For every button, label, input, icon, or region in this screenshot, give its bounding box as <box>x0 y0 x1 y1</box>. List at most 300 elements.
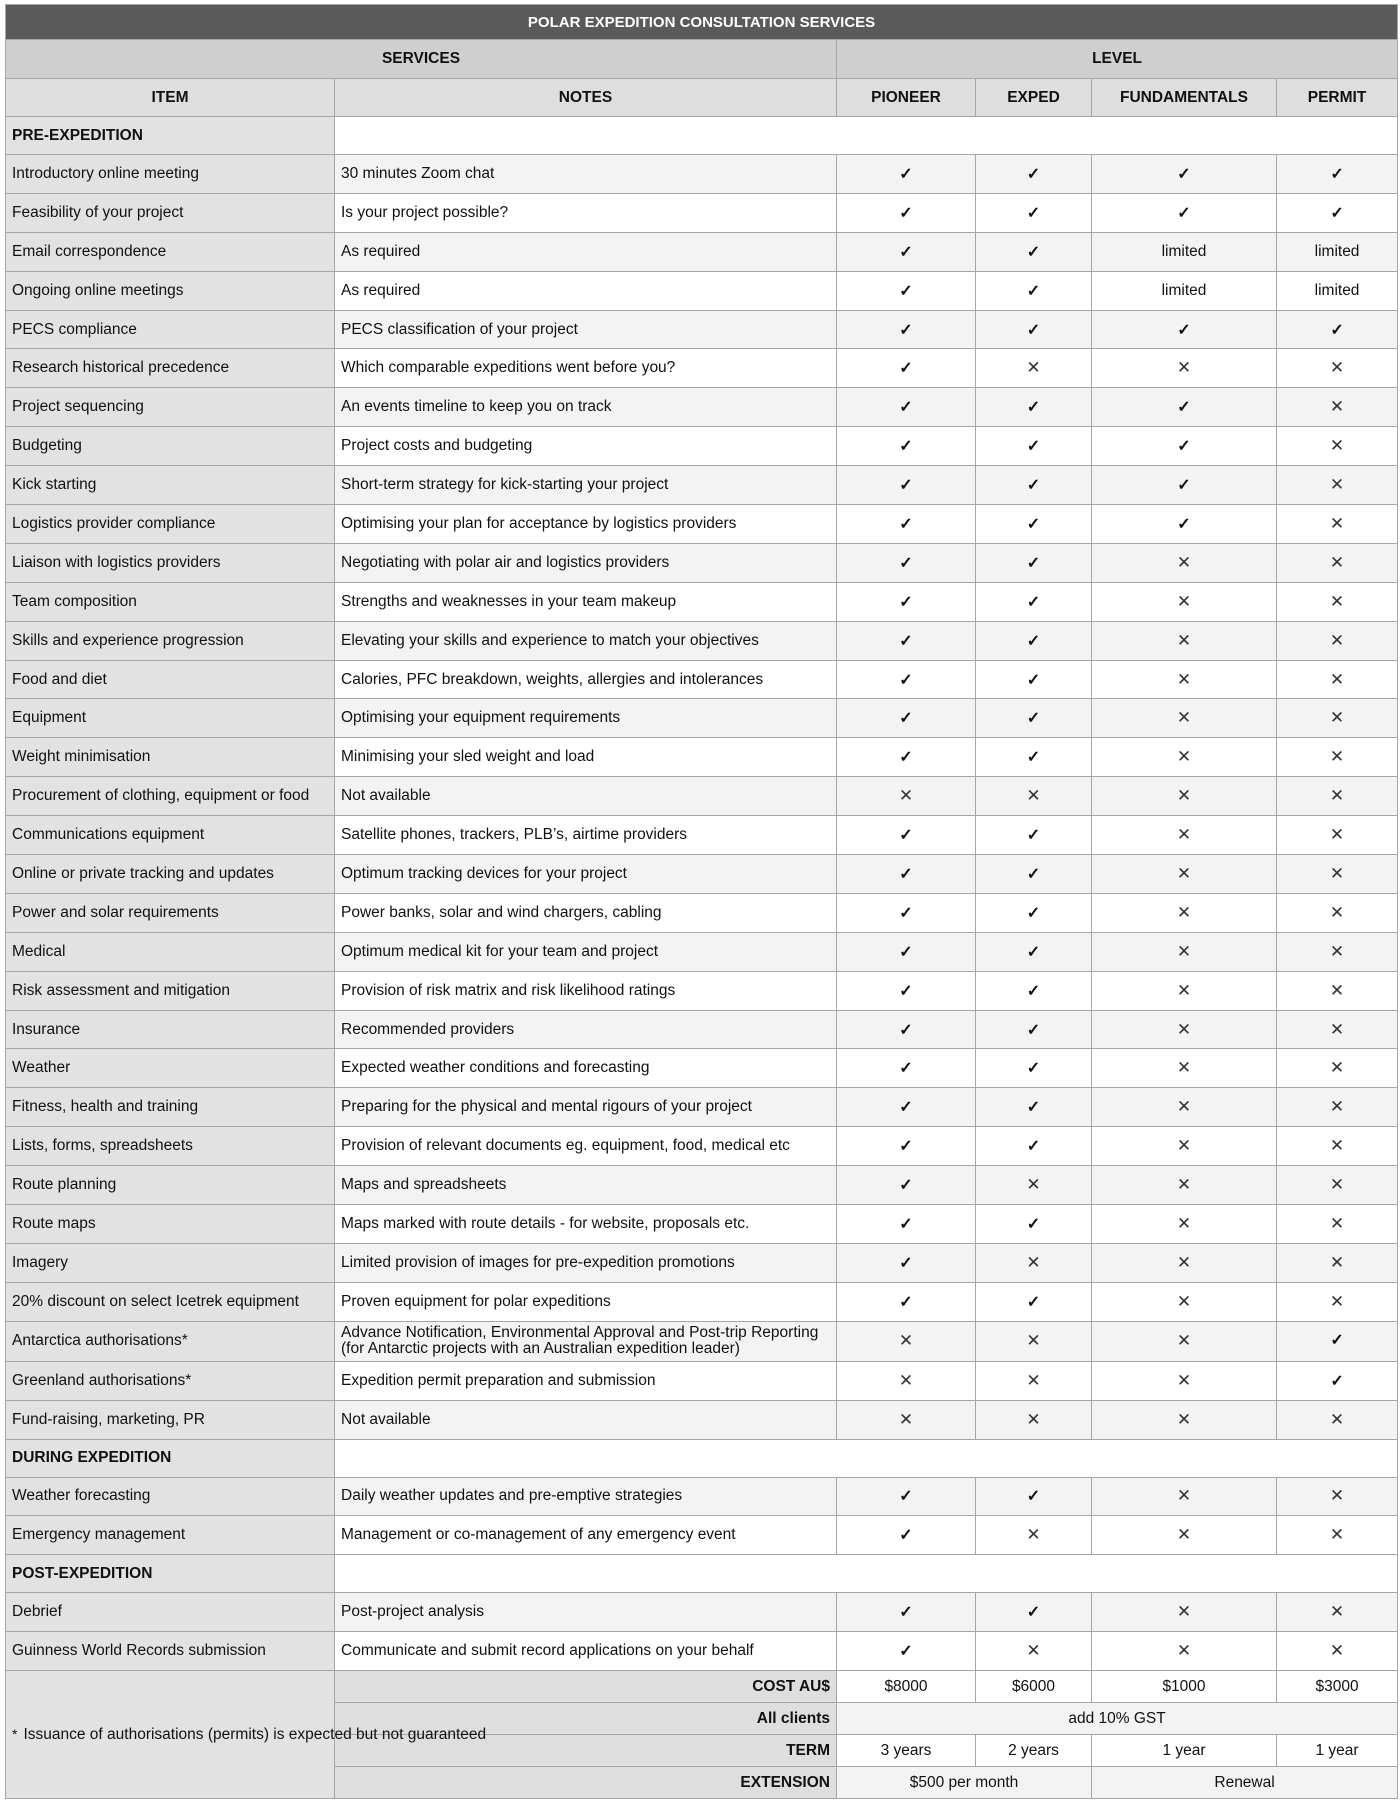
table-row <box>6 543 1398 582</box>
cross-icon <box>1092 582 1277 621</box>
check-icon <box>837 816 976 855</box>
row-note-line-2: (for Antarctic projects with an Australian expedition leader) <box>341 1340 740 1358</box>
cross-icon <box>1092 777 1277 816</box>
row-item: Risk assessment and mitigation <box>6 971 335 1010</box>
row-note: Not available <box>335 777 837 816</box>
row-note: Strengths and weaknesses in your team makeup <box>335 582 837 621</box>
cross-icon <box>1277 932 1398 971</box>
x-mark-icon: ✕ <box>1176 1525 1192 1545</box>
check-icon <box>1277 1361 1398 1400</box>
checkmark-icon: ✓ <box>899 982 913 1000</box>
x-mark-icon: ✕ <box>1329 1291 1345 1311</box>
section-row <box>6 117 1398 155</box>
check-icon <box>976 893 1092 932</box>
row-note: Expedition permit preparation and submission <box>335 1361 837 1400</box>
row-item: 20% discount on select Icetrek equipment <box>6 1282 335 1321</box>
check-icon <box>976 310 1092 349</box>
check-icon <box>976 271 1092 310</box>
check-icon <box>976 621 1092 660</box>
row-item: Lists, forms, spreadsheets <box>6 1127 335 1166</box>
x-mark-icon: ✕ <box>1329 863 1345 883</box>
row-item: Communications equipment <box>6 816 335 855</box>
cost-pioneer: $8000 <box>837 1671 976 1703</box>
row-note: Limited provision of images for pre-expedition promotions <box>335 1243 837 1282</box>
check-icon <box>837 1127 976 1166</box>
check-icon <box>837 505 976 544</box>
checkmark-icon: ✓ <box>1026 165 1041 183</box>
check-icon <box>976 1010 1092 1049</box>
x-mark-icon: ✕ <box>1329 1058 1345 1078</box>
cross-icon <box>1092 349 1277 388</box>
row-item: Route planning <box>6 1166 335 1205</box>
clients-value: add 10% GST <box>837 1703 1398 1735</box>
table-row <box>6 582 1398 621</box>
row-item: Weather forecasting <box>6 1477 335 1516</box>
row-note: Elevating your skills and experience to match your objectives <box>335 621 837 660</box>
check-icon <box>837 1049 976 1088</box>
row-item: Online or private tracking and updates <box>6 855 335 894</box>
row-item: Liaison with logistics providers <box>6 543 335 582</box>
x-mark-icon: ✕ <box>1329 436 1345 456</box>
checkmark-icon: ✓ <box>1177 515 1191 533</box>
footnote-text: Issuance of authorisations (permits) is expected but not guaranteed <box>23 1726 487 1744</box>
table-row <box>6 1321 1398 1361</box>
checkmark-icon: ✓ <box>899 1643 913 1661</box>
checkmark-icon: ✓ <box>899 243 913 261</box>
check-icon <box>1092 466 1277 505</box>
table-row <box>6 1632 1398 1671</box>
checkmark-icon: ✓ <box>899 399 913 417</box>
table-row <box>6 427 1398 466</box>
cross-icon <box>1092 971 1277 1010</box>
cross-icon <box>1277 1127 1398 1166</box>
check-icon <box>837 1088 976 1127</box>
row-item: Research historical precedence <box>6 349 335 388</box>
check-icon <box>976 466 1092 505</box>
row-item: Team composition <box>6 582 335 621</box>
cross-icon <box>837 1321 976 1361</box>
check-icon <box>837 660 976 699</box>
check-icon <box>976 1127 1092 1166</box>
x-mark-icon: ✕ <box>1176 1175 1192 1195</box>
cross-icon <box>1277 1400 1398 1439</box>
row-item: Procurement of clothing, equipment or food <box>6 777 335 816</box>
table-row <box>6 621 1398 660</box>
check-icon <box>976 427 1092 466</box>
cross-icon <box>1277 349 1398 388</box>
checkmark-icon: ✓ <box>899 1254 913 1272</box>
x-mark-icon: ✕ <box>1176 1330 1192 1350</box>
cross-icon <box>1092 893 1277 932</box>
cross-icon <box>1277 816 1398 855</box>
check-icon <box>837 621 976 660</box>
row-note: Provision of risk matrix and risk likelihood ratings <box>335 971 837 1010</box>
row-item: Skills and experience progression <box>6 621 335 660</box>
checkmark-icon: ✓ <box>1177 204 1191 222</box>
cross-icon <box>1277 505 1398 544</box>
row-item: Feasibility of your project <box>6 193 335 232</box>
column-header-notes: NOTES <box>335 79 837 117</box>
check-icon <box>976 582 1092 621</box>
check-icon <box>1092 388 1277 427</box>
cost-permit: $3000 <box>1277 1671 1398 1703</box>
value-permit: limited <box>1277 271 1398 310</box>
section-row <box>6 1439 1398 1477</box>
row-note: Optimising your equipment requirements <box>335 699 837 738</box>
term-pioneer: 3 years <box>837 1735 976 1767</box>
cross-icon <box>1092 621 1277 660</box>
cross-icon <box>1092 1282 1277 1321</box>
row-item: Weather <box>6 1049 335 1088</box>
row-item: Imagery <box>6 1243 335 1282</box>
column-header-fundamentals: FUNDAMENTALS <box>1092 79 1277 117</box>
table-row <box>6 1593 1398 1632</box>
x-mark-icon: ✕ <box>1176 552 1192 572</box>
cross-icon <box>1092 816 1277 855</box>
row-note: Provision of relevant documents eg. equipment, food, medical etc <box>335 1127 837 1166</box>
checkmark-icon: ✓ <box>899 1138 913 1156</box>
table-row <box>6 505 1398 544</box>
checkmark-icon: ✓ <box>899 165 913 183</box>
check-icon <box>837 855 976 894</box>
check-icon <box>837 932 976 971</box>
column-header-pioneer: PIONEER <box>837 79 976 117</box>
services-table <box>5 4 1398 1799</box>
check-icon <box>976 155 1092 194</box>
check-icon <box>837 543 976 582</box>
check-icon <box>837 271 976 310</box>
x-mark-icon: ✕ <box>1329 552 1345 572</box>
table-row <box>6 855 1398 894</box>
x-mark-icon: ✕ <box>1329 1602 1345 1622</box>
cross-icon <box>1277 427 1398 466</box>
table-row <box>6 232 1398 271</box>
x-mark-icon: ✕ <box>1329 475 1345 495</box>
checkmark-icon: ✓ <box>899 321 913 339</box>
x-mark-icon: ✕ <box>1329 1252 1345 1272</box>
x-mark-icon: ✕ <box>1329 980 1345 1000</box>
extension-label: EXTENSION <box>335 1767 837 1799</box>
x-mark-icon: ✕ <box>1329 941 1345 961</box>
checkmark-icon: ✓ <box>899 1215 913 1233</box>
check-icon <box>837 466 976 505</box>
table-footer <box>6 1671 1398 1799</box>
row-note: Negotiating with polar air and logistics providers <box>335 543 837 582</box>
checkmark-icon: ✓ <box>899 943 913 961</box>
x-mark-icon: ✕ <box>1329 591 1345 611</box>
column-header-permit: PERMIT <box>1277 79 1398 117</box>
row-note: Not available <box>335 1400 837 1439</box>
cross-icon <box>1092 1321 1277 1361</box>
checkmark-icon: ✓ <box>1026 710 1041 728</box>
cross-icon <box>1092 1361 1277 1400</box>
x-mark-icon: ✕ <box>1329 669 1345 689</box>
table-body <box>6 117 1398 1671</box>
check-icon <box>976 1088 1092 1127</box>
table-row <box>6 1166 1398 1205</box>
row-item: Power and solar requirements <box>6 893 335 932</box>
term-permit: 1 year <box>1277 1735 1398 1767</box>
checkmark-icon: ✓ <box>1330 321 1344 339</box>
check-icon <box>1092 310 1277 349</box>
checkmark-icon: ✓ <box>1330 165 1344 183</box>
cross-icon <box>976 777 1092 816</box>
row-note: Optimising your plan for acceptance by logistics providers <box>335 505 837 544</box>
cross-icon <box>1277 1010 1398 1049</box>
check-icon <box>837 1243 976 1282</box>
row-item: Ongoing online meetings <box>6 271 335 310</box>
table-row <box>6 271 1398 310</box>
checkmark-icon: ✓ <box>1026 749 1041 767</box>
extension-pioneer-exped: $500 per month <box>837 1767 1092 1799</box>
section-fill <box>335 1555 1398 1593</box>
check-icon <box>1277 1321 1398 1361</box>
checkmark-icon: ✓ <box>899 554 913 572</box>
cross-icon <box>976 1400 1092 1439</box>
row-item: Insurance <box>6 1010 335 1049</box>
row-item: Weight minimisation <box>6 738 335 777</box>
row-item: Emergency management <box>6 1516 335 1555</box>
checkmark-icon: ✓ <box>899 632 913 650</box>
table-row <box>6 1010 1398 1049</box>
cross-icon <box>1092 1088 1277 1127</box>
row-note: Communicate and submit record applications on your behalf <box>335 1632 837 1671</box>
term-fundamentals: 1 year <box>1092 1735 1277 1767</box>
row-item: Logistics provider compliance <box>6 505 335 544</box>
check-icon <box>976 855 1092 894</box>
checkmark-icon: ✓ <box>1026 399 1041 417</box>
row-item: Guinness World Records submission <box>6 1632 335 1671</box>
section-fill <box>335 117 1398 155</box>
checkmark-icon: ✓ <box>1026 1215 1041 1233</box>
x-mark-icon: ✕ <box>1176 941 1192 961</box>
row-note: Optimum medical kit for your team and project <box>335 932 837 971</box>
cross-icon <box>1277 543 1398 582</box>
cross-icon <box>1277 1243 1398 1282</box>
check-icon <box>1092 155 1277 194</box>
table-row <box>6 738 1398 777</box>
checkmark-icon: ✓ <box>899 515 913 533</box>
checkmark-icon: ✓ <box>1026 827 1041 845</box>
checkmark-icon: ✓ <box>1026 321 1041 339</box>
footnote <box>6 1671 487 1799</box>
cross-icon <box>1277 466 1398 505</box>
table-row <box>6 388 1398 427</box>
table-row <box>6 1049 1398 1088</box>
checkmark-icon: ✓ <box>899 749 913 767</box>
check-icon <box>976 816 1092 855</box>
cross-icon <box>1277 893 1398 932</box>
cross-icon <box>1092 855 1277 894</box>
table-row <box>6 310 1398 349</box>
x-mark-icon: ✕ <box>1176 1252 1192 1272</box>
cross-icon <box>1092 738 1277 777</box>
x-mark-icon: ✕ <box>1176 1370 1192 1390</box>
cross-icon <box>1092 1010 1277 1049</box>
checkmark-icon: ✓ <box>899 1021 913 1039</box>
row-note: Which comparable expeditions went before you? <box>335 349 837 388</box>
cross-icon <box>976 1632 1092 1671</box>
checkmark-icon: ✓ <box>899 477 913 495</box>
table-row <box>6 699 1398 738</box>
row-item: Fitness, health and training <box>6 1088 335 1127</box>
table-title: POLAR EXPEDITION CONSULTATION SERVICES <box>6 5 1398 40</box>
cross-icon <box>1092 1049 1277 1088</box>
x-mark-icon: ✕ <box>1176 863 1192 883</box>
x-mark-icon: ✕ <box>1329 902 1345 922</box>
cross-icon <box>837 1361 976 1400</box>
cost-fundamentals: $1000 <box>1092 1671 1277 1703</box>
check-icon <box>1277 155 1398 194</box>
column-header-exped: EXPED <box>976 79 1092 117</box>
check-icon <box>837 1477 976 1516</box>
row-item: Project sequencing <box>6 388 335 427</box>
row-note: An events timeline to keep you on track <box>335 388 837 427</box>
checkmark-icon: ✓ <box>899 1177 913 1195</box>
cross-icon <box>976 1321 1092 1361</box>
checkmark-icon: ✓ <box>1026 1060 1041 1078</box>
check-icon <box>837 893 976 932</box>
check-icon <box>1277 193 1398 232</box>
cross-icon <box>1092 699 1277 738</box>
row-note: Proven equipment for polar expeditions <box>335 1282 837 1321</box>
table-row <box>6 816 1398 855</box>
checkmark-icon: ✓ <box>899 671 913 689</box>
cross-icon <box>1277 1477 1398 1516</box>
table-row <box>6 1361 1398 1400</box>
table-row <box>6 893 1398 932</box>
cross-icon <box>1277 1593 1398 1632</box>
cross-icon <box>1277 1205 1398 1244</box>
cross-icon <box>1092 932 1277 971</box>
x-mark-icon: ✕ <box>1176 630 1192 650</box>
row-item: Introductory online meeting <box>6 155 335 194</box>
x-mark-icon: ✕ <box>1176 980 1192 1000</box>
checkmark-icon: ✓ <box>899 282 913 300</box>
checkmark-icon: ✓ <box>1177 321 1191 339</box>
x-mark-icon: ✕ <box>1329 1525 1345 1545</box>
check-icon <box>837 388 976 427</box>
row-item: PECS compliance <box>6 310 335 349</box>
cross-icon <box>1092 1243 1277 1282</box>
x-mark-icon: ✕ <box>1329 397 1345 417</box>
checkmark-icon: ✓ <box>899 360 913 378</box>
row-item: Route maps <box>6 1205 335 1244</box>
table-row <box>6 971 1398 1010</box>
table-row <box>6 777 1398 816</box>
row-item: Kick starting <box>6 466 335 505</box>
checkmark-icon: ✓ <box>1026 904 1041 922</box>
row-note: Project costs and budgeting <box>335 427 837 466</box>
check-icon <box>837 1205 976 1244</box>
x-mark-icon: ✕ <box>1329 1409 1345 1429</box>
check-icon <box>976 388 1092 427</box>
cross-icon <box>1092 1593 1277 1632</box>
check-icon <box>976 1049 1092 1088</box>
cross-icon <box>1277 1166 1398 1205</box>
cross-icon <box>1277 660 1398 699</box>
term-exped: 2 years <box>976 1735 1092 1767</box>
x-mark-icon: ✕ <box>1176 1213 1192 1233</box>
table-row <box>6 1400 1398 1439</box>
cross-icon <box>1277 738 1398 777</box>
check-icon <box>837 1516 976 1555</box>
checkmark-icon: ✓ <box>899 1488 913 1506</box>
checkmark-icon: ✓ <box>899 865 913 883</box>
check-icon <box>976 699 1092 738</box>
extension-fundamentals-permit: Renewal <box>1092 1767 1398 1799</box>
checkmark-icon: ✓ <box>899 1604 913 1622</box>
checkmark-icon: ✓ <box>1026 1604 1041 1622</box>
check-icon <box>837 1632 976 1671</box>
group-header-level: LEVEL <box>837 40 1398 79</box>
cross-icon <box>837 1400 976 1439</box>
cross-icon <box>1092 1166 1277 1205</box>
x-mark-icon: ✕ <box>1329 1019 1345 1039</box>
value-fundamentals: limited <box>1092 271 1277 310</box>
checkmark-icon: ✓ <box>899 438 913 456</box>
x-mark-icon: ✕ <box>1176 591 1192 611</box>
checkmark-icon: ✓ <box>1026 282 1041 300</box>
checkmark-icon: ✓ <box>1026 477 1041 495</box>
row-item: Antarctica authorisations* <box>6 1321 335 1361</box>
row-item: Budgeting <box>6 427 335 466</box>
x-mark-icon: ✕ <box>1329 513 1345 533</box>
x-mark-icon: ✕ <box>1329 1136 1345 1156</box>
cost-label: COST AU$ <box>335 1671 837 1703</box>
check-icon <box>837 193 976 232</box>
x-mark-icon: ✕ <box>1026 786 1041 806</box>
cross-icon <box>1277 582 1398 621</box>
x-mark-icon: ✕ <box>898 1370 914 1390</box>
cross-icon <box>1092 1632 1277 1671</box>
check-icon <box>837 232 976 271</box>
x-mark-icon: ✕ <box>1329 825 1345 845</box>
x-mark-icon: ✕ <box>898 786 914 806</box>
table-row <box>6 1088 1398 1127</box>
check-icon <box>1092 193 1277 232</box>
checkmark-icon: ✓ <box>1026 1488 1041 1506</box>
x-mark-icon: ✕ <box>1026 1525 1041 1545</box>
x-mark-icon: ✕ <box>1329 630 1345 650</box>
checkmark-icon: ✓ <box>1026 982 1041 1000</box>
cross-icon <box>1092 1205 1277 1244</box>
row-note: Maps marked with route details - for website, proposals etc. <box>335 1205 837 1244</box>
x-mark-icon: ✕ <box>1176 1291 1192 1311</box>
x-mark-icon: ✕ <box>1329 747 1345 767</box>
x-mark-icon: ✕ <box>1176 1058 1192 1078</box>
cross-icon <box>1277 1088 1398 1127</box>
group-header-services: SERVICES <box>6 40 837 79</box>
x-mark-icon: ✕ <box>1176 669 1192 689</box>
checkmark-icon: ✓ <box>899 1527 913 1545</box>
checkmark-icon: ✓ <box>899 1060 913 1078</box>
x-mark-icon: ✕ <box>1176 1486 1192 1506</box>
row-note: Daily weather updates and pre-emptive strategies <box>335 1477 837 1516</box>
table-row <box>6 1516 1398 1555</box>
section-label: PRE-EXPEDITION <box>6 117 335 155</box>
section-label: POST-EXPEDITION <box>6 1555 335 1593</box>
checkmark-icon: ✓ <box>1026 243 1041 261</box>
row-item: Greenland authorisations* <box>6 1361 335 1400</box>
row-note: Management or co-management of any emergency event <box>335 1516 837 1555</box>
table-row <box>6 155 1398 194</box>
x-mark-icon: ✕ <box>1329 358 1345 378</box>
checkmark-icon: ✓ <box>1330 204 1344 222</box>
row-note: PECS classification of your project <box>335 310 837 349</box>
x-mark-icon: ✕ <box>1026 1175 1041 1195</box>
row-item: Debrief <box>6 1593 335 1632</box>
